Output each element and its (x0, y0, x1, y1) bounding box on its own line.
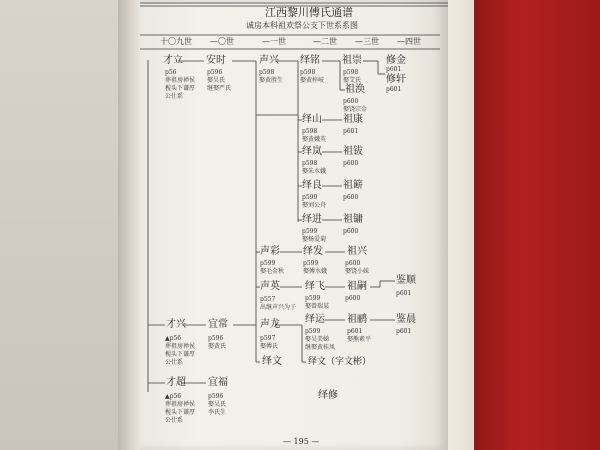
person-ze-wen-zi-name: 绎文（字文彬） (308, 357, 372, 367)
person-ze-jin-note: 娶杨爱菊 (302, 236, 327, 243)
person-zu-shen-name: 祖涣 (345, 84, 365, 95)
person-zu-shen-note: 娶饶宗金 (343, 106, 368, 113)
chart-subtitle: 诚房本科祖欢祭公支下世系系图 (246, 21, 358, 30)
person-sheng-ying-note: 出继声兴为子 (260, 304, 297, 311)
person-ze-shan-page: p598 (302, 128, 318, 135)
person-sheng-cai-name: 声彩 (260, 246, 280, 257)
person-zu-kang-page: p601 (343, 128, 359, 135)
person-sheng-ying-page: p557 (260, 296, 276, 303)
person-zu-jin-name: 祖嗣 (347, 281, 367, 292)
person-yi-chang-page: p596 (208, 335, 224, 342)
person-ze-lan-note: 娶朱水娥 (302, 168, 327, 175)
person-zu-hai-page: p600 (343, 194, 359, 201)
person-zu-xing-note: 娶饶小妹 (345, 268, 370, 275)
person-ze-lan-page: p598 (302, 160, 318, 167)
person-sheng-ying-name: 声英 (260, 281, 280, 292)
person-sheng-long-name: 声龙 (260, 319, 280, 330)
person-ze-ming-page: p598 (300, 69, 316, 76)
person-sheng-cai-page: p599 (260, 260, 276, 267)
generation-header-19: 十〇九世 (160, 37, 192, 46)
person-zu-jin-page: p600 (345, 295, 361, 302)
person-yi-fu-page: p596 (208, 393, 224, 400)
book-title: 江西黎川傅氏通谱 (265, 6, 353, 19)
person-yi-fu-note: 娶吴氏 (208, 401, 227, 408)
person-ze-yun-name: 绎运 (305, 314, 325, 325)
person-ze-fei-name: 绎飞 (305, 281, 325, 292)
person-cai-xing-name: 才兴 (166, 319, 186, 330)
person-ze-lan-name: 绎岚 (302, 146, 322, 157)
person-yi-chang-note: 娶黄氏 (208, 343, 227, 350)
person-xiu-zhen-name: 修轩 (386, 74, 406, 85)
person-ze-shan-name: 绎山 (302, 114, 322, 125)
person-zu-kang-name: 祖康 (343, 114, 363, 125)
person-sheng-xing-page: p598 (259, 69, 275, 76)
person-ze-jin-page: p599 (302, 228, 318, 235)
person-cai-li-name: 才立 (163, 55, 183, 66)
person-sheng-long-page: p597 (260, 335, 276, 342)
person-zu-yin-note: 娶熊素平 (347, 336, 372, 343)
person-cai-zhao-note: 公仕系 (165, 417, 184, 424)
person-cai-li-page: p56 (165, 69, 177, 76)
person-zu-chong-name: 祖崇 (342, 55, 362, 66)
person-ze-fa-note: 娶傅水娥 (303, 268, 328, 275)
person-jian-chen-page: p601 (396, 328, 412, 335)
person-cai-li-note: 枧头下谦厚 (165, 85, 196, 92)
person-cai-xing-note: 枧头下谦厚 (165, 351, 196, 358)
person-zu-chong-note: 娶艾氏 (343, 77, 362, 84)
person-jian-shun-page: p601 (396, 290, 412, 297)
person-sheng-xing-name: 声兴 (259, 55, 279, 66)
person-zu-chong-page: p598 (343, 69, 359, 76)
person-zu-yong-name: 祖镛 (343, 214, 363, 225)
person-ze-fa-name: 绎发 (303, 246, 323, 257)
person-cai-zhao-note: 葬祖房禅侯 (165, 401, 196, 408)
person-ze-fa-page: p599 (303, 260, 319, 267)
person-yi-chang-name: 宜常 (208, 319, 228, 330)
person-zu-yin-name: 祖鹂 (347, 314, 367, 325)
person-zu-shen-page: p600 (343, 98, 359, 105)
person-zu-bo-name: 祖钹 (343, 146, 363, 157)
person-zu-bo-page: p600 (343, 160, 359, 167)
person-yi-fu-name: 宜福 (208, 377, 228, 388)
generation-header-14: —四世 (397, 37, 421, 46)
person-ze-jin-name: 绎进 (302, 214, 322, 225)
person-an-shi-note: 继娶严氏 (207, 85, 232, 92)
person-zu-yong-page: p600 (343, 228, 359, 235)
person-ze-shan-note: 娶黄娥英 (302, 136, 327, 143)
person-ze-fei-page: p599 (305, 295, 321, 302)
person-ze-yun-note: 继娶黄桂凤 (305, 344, 336, 351)
person-ze-liang-page: p599 (302, 194, 318, 201)
person-cai-xing-page: ▲p56 (165, 335, 182, 342)
person-an-shi-name: 安时 (206, 55, 226, 66)
person-an-shi-page: p596 (207, 69, 223, 76)
person-cai-zhao-page: ▲p56 (165, 393, 182, 400)
person-jian-chen-name: 鉴晨 (396, 314, 416, 325)
person-cai-zhao-name: 才超 (166, 377, 186, 388)
person-ze-ming-note: 娶黄梓岐 (300, 77, 325, 84)
person-cai-xing-note: 葬祖房禅侯 (165, 343, 196, 350)
person-ze-xiu-name: 绎修 (318, 390, 338, 401)
person-zu-yin-page: p601 (347, 328, 363, 335)
person-ze-yun-page: p599 (305, 328, 321, 335)
person-yi-fu-note: 李氏生 (208, 409, 227, 416)
person-cai-zhao-note: 枧头下谦厚 (165, 409, 196, 416)
person-sheng-cai-note: 娶毛金秋 (260, 268, 285, 275)
person-cai-xing-note: 公仕系 (165, 359, 184, 366)
person-ze-wen-name: 绎文 (262, 356, 282, 367)
generation-header-12: —二世 (313, 37, 337, 46)
person-an-shi-note: 娶吴氏 (207, 77, 226, 84)
generation-header-10: —〇世 (210, 37, 234, 46)
generation-header-11: —一世 (262, 37, 286, 46)
person-ze-fei-note: 娶曾瑞某 (305, 303, 330, 310)
person-jian-shun-name: 鉴顺 (396, 275, 416, 286)
page-number: — 195 — (283, 437, 320, 446)
person-zu-xing-page: p600 (345, 260, 361, 267)
person-cai-li-note: 公仕系 (165, 93, 184, 100)
person-ze-liang-name: 绎良 (302, 180, 322, 191)
person-cai-li-note: 葬祖房禅侯 (165, 77, 196, 84)
person-zu-hai-name: 祖簖 (343, 180, 363, 191)
person-sheng-xing-note: 娶黄胜生 (259, 77, 284, 84)
person-xiu-zhen-page: p601 (386, 86, 402, 93)
person-ze-ming-name: 绎铭 (300, 55, 320, 66)
person-xiu-yan-page: p601 (386, 66, 402, 73)
person-ze-yun-note: 娶吴美娣 (305, 336, 330, 343)
person-zu-xing-name: 祖兴 (347, 246, 367, 257)
person-ze-liang-note: 娶刘公舟 (302, 202, 327, 209)
person-sheng-long-note: 娶傅氏 (260, 343, 279, 350)
generation-header-13: —三世 (355, 37, 379, 46)
person-xiu-yan-name: 修金 (386, 55, 406, 66)
